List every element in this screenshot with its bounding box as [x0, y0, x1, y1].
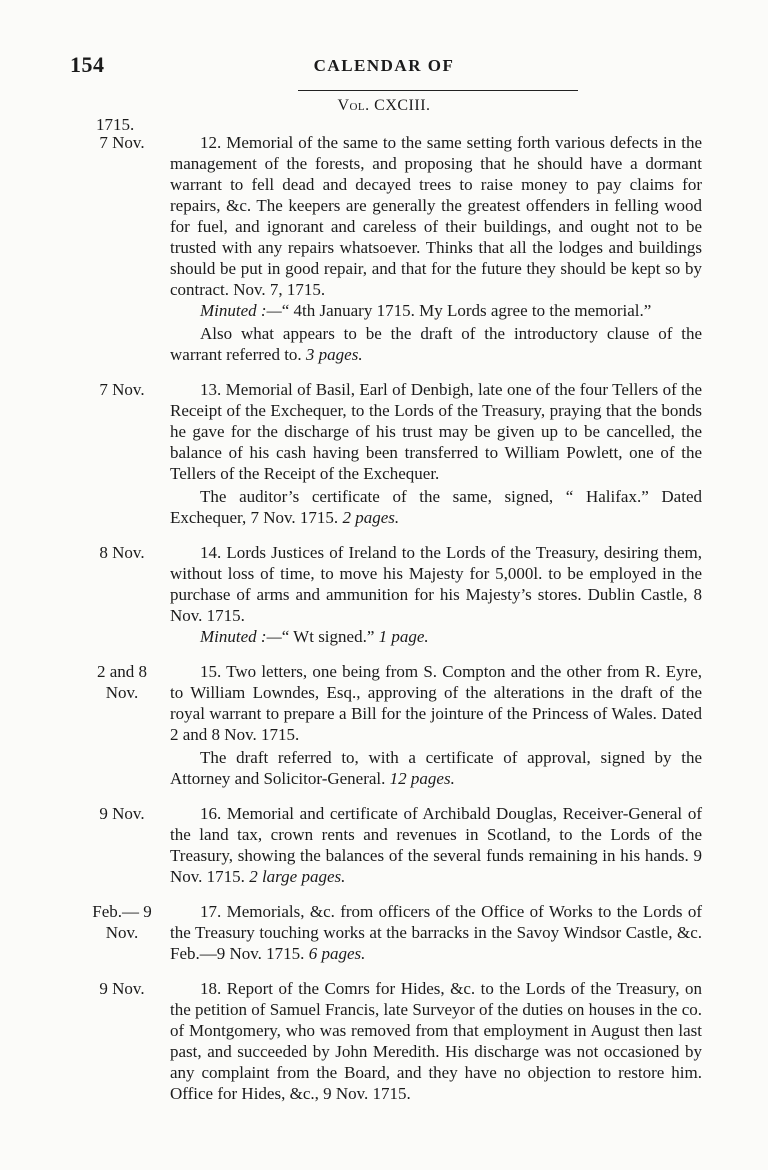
extra-text: Also what appears to be the draft of the introductory clause of the warrant referred to. [170, 324, 702, 364]
entry-date: 2 and 8 Nov. [96, 662, 148, 702]
page-count: 3 pages. [305, 345, 363, 364]
entry-main-text: 17. Memorials, &c. from officers of the Office of Works to the Lords of the Treasury touching works at the barracks in the Savoy Windsor Castle, &c. Feb.—9 Nov. 1715. [170, 902, 702, 963]
extra-text: The auditor’s certificate of the same, signed, “ Halifax.” Dated Exchequer, 7 Nov. 1715. [170, 487, 702, 527]
entry-text: 15. Two letters, one being from S. Compton and the other from R. Eyre, to William Lowndes, Esq., approving of the alterations in the draft of the royal warrant to prepare a Bill for the jointure of the Princess of Wales. Dated 2 and 8 Nov. 1715. [170, 662, 702, 744]
entry-minute [170, 300, 702, 321]
volume-heading [0, 97, 768, 115]
page-count: 2 large pages. [249, 867, 346, 886]
page-count: 12 pages. [389, 769, 455, 788]
entry-extra [170, 747, 702, 789]
page-count: 1 page. [378, 627, 429, 646]
page-count: 6 pages. [308, 944, 366, 963]
entry-date: 9 Nov. [99, 804, 145, 823]
entry-date: Feb.— 9 Nov. [92, 902, 152, 942]
entry-13 [0, 379, 768, 528]
entry-14 [0, 542, 768, 647]
entry-date: 7 Nov. [99, 133, 145, 152]
page-count: 2 pages. [342, 508, 400, 527]
entry-text: 18. Report of the Comrs for Hides, &c. to the Lords of the Treasury, on the petition of Samuel Francis, late Surveyor of the duties on houses in the co. of Montgomery, who was removed from that employment in August then last past, and succeeded by John Meredith. His discharge was not occasioned by any complaint from the Board, and they have no objection to restore him. Office for Hides, &c., 9 Nov. 1715. [170, 979, 702, 1103]
year-label: 1715. [96, 115, 135, 134]
volume-prefix: Vol. [337, 97, 370, 114]
page-number: 154 [70, 52, 105, 77]
entry-17 [0, 901, 768, 964]
entry-16 [0, 803, 768, 887]
extra-text: The draft referred to, with a certificate of approval, signed by the Attorney and Solicitor-General. [170, 748, 702, 788]
entry-date: 7 Nov. [99, 380, 145, 399]
entry-date: 8 Nov. [99, 543, 145, 562]
minute-text: “ Wt signed.” [281, 627, 375, 646]
volume-number: CXCIII. [374, 97, 431, 114]
entry-15 [0, 661, 768, 789]
entry-extra [170, 323, 702, 365]
minute-label: Minuted :— [200, 627, 282, 646]
entry-text [170, 901, 702, 964]
entry-minute [170, 626, 702, 647]
entry-12 [0, 132, 768, 365]
entry-date: 9 Nov. [99, 979, 145, 998]
entry-18 [0, 978, 768, 1104]
minute-label: Minuted :— [200, 301, 282, 320]
running-head: CALENDAR OF [313, 56, 455, 75]
entry-text [170, 803, 702, 887]
entry-extra [170, 486, 702, 528]
calendar-entries [0, 132, 768, 1118]
head-rule [298, 90, 578, 91]
entry-main-text: 16. Memorial and certificate of Archibald Douglas, Receiver-General of the land tax, crown rents and revenues in Scotland, to the Lords of the Treasury, showing the balances of the several funds remaining in his hands. 9 Nov. 1715. [170, 804, 702, 886]
entry-text: 13. Memorial of Basil, Earl of Denbigh, late one of the four Tellers of the Receipt of the Exchequer, to the Lords of the Treasury, praying that the bonds he gave for the discharge of his trust may be given up to be cancelled, the balance of his cash having been transferred to William Powlett, one of the Tellers of the Receipt of the Exchequer. [170, 380, 702, 483]
entry-text: 14. Lords Justices of Ireland to the Lords of the Treasury, desiring them, without loss of time, to move his Majesty for 5,000l. to be employed in the purchase of arms and ammunition for his Majesty’s stores. Dublin Castle, 8 Nov. 1715. [170, 543, 702, 625]
entry-text: 12. Memorial of the same to the same setting forth various defects in the management of the forests, and proposing that he should have a dormant warrant to fell dead and decayed trees to raise money to pay claims for repairs, &c. The keepers are generally the greatest offenders in felling wood for fuel, and ignorant and careless of their buildings, and ought not to be trusted with any repairs whatsoever. Thinks that all the lodges and buildings should be put in good repair, and that for the future they should be kept so by contract. Nov. 7, 1715. [170, 133, 702, 299]
minute-text: “ 4th January 1715. My Lords agree to the memorial.” [281, 301, 652, 320]
